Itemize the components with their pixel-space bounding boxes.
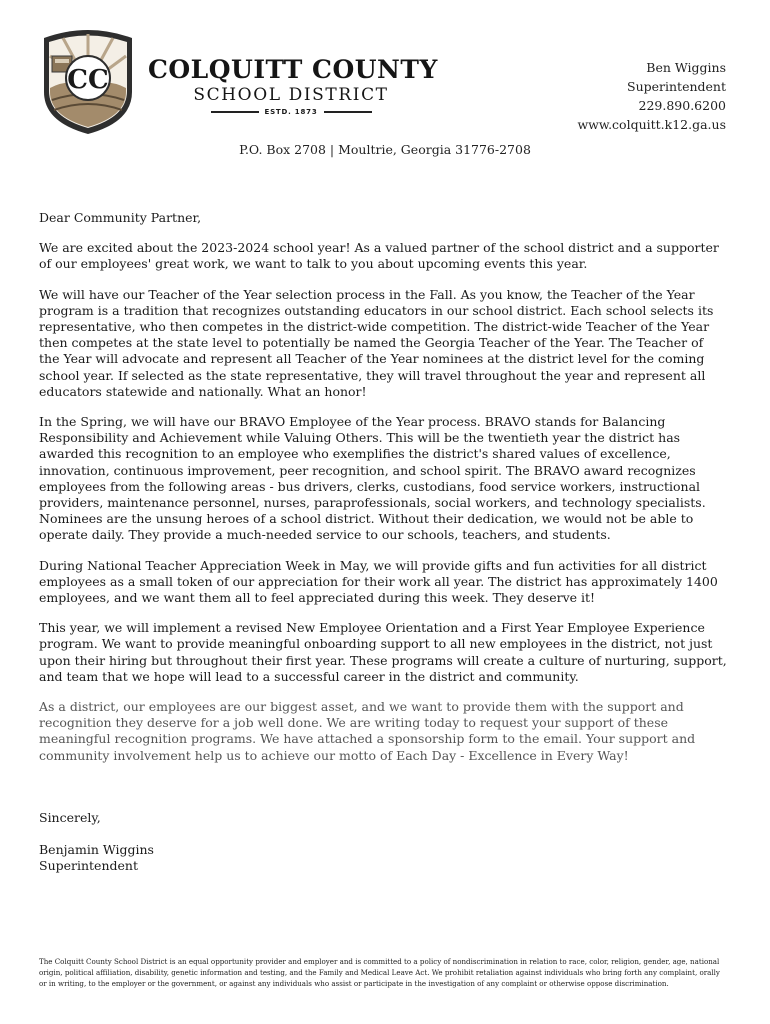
- salutation: Dear Community Partner,: [39, 210, 202, 225]
- closing-phrase: Sincerely,: [39, 810, 101, 825]
- paragraph: In the Spring, we will have our BRAVO Employee of the Year process. BRAVO stands for Balancing Responsibility and Achievement while Valuing Others. This will be the twentieth year the district has awarded this recognition to an employee who exemplifies the district's shared values of excellence, innovation, continuous improvement, peer recognition, and school spirit. The BRAVO award recognizes employees from the following areas - bus drivers, clerks, custodians, food service workers, instructional providers, maintenance personnel, nurses, paraprofessionals, social workers, and technology specialists. Nominees are the unsung heroes of a school district. Without their dedication, we would not be able to operate daily. They provide a much-needed service to our schools, teachers, and students.: [39, 414, 706, 543]
- divider-line: [211, 111, 259, 113]
- district-brand: [148, 56, 448, 116]
- paragraph: During National Teacher Appreciation Week in May, we will provide gifts and fun activities for all district employees as a small token of our appreciation for their work all year. The district has approximately 1400 employees, and we want them all to feel appreciated during this week. They deserve it!: [39, 557, 718, 606]
- signer-title: Superintendent: [39, 858, 138, 874]
- letter-body: [39, 210, 727, 778]
- contact-website[interactable]: www.colquitt.k12.ga.us: [577, 117, 726, 132]
- paragraph: This year, we will implement a revised New Employee Orientation and a First Year Employee Experience program. We want to provide meaningful onboarding support to all new employees in the district, not just upon their hiring but throughout their first year. These programs will create a culture of nurturing, support, and team that we hope will lead to a successful career in the district and community.: [39, 620, 727, 684]
- org-name: COLQUITT COUNTY: [148, 55, 438, 84]
- established-row: [166, 108, 416, 116]
- mailing-address: P.O. Box 2708 | Moultrie, Georgia 31776-2708: [239, 142, 531, 157]
- paragraph: We will have our Teacher of the Year selection process in the Fall. As you know, the Teacher of the Year program is a tradition that recognizes outstanding educators in our school district. Each school selects its representative, who then competes in the district-wide competition. The district-wide Teacher of the Year then competes at the state level to potentially be named the Georgia Teacher of the Year. The Teacher of the Year will advocate and represent all Teacher of the Year nominees at the district level for the coming school year. If selected as the state representative, they will travel throughout the year and represent all educators statewide and nationally. What an honor!: [39, 286, 714, 399]
- paragraph: We are excited about the 2023-2024 school year! As a valued partner of the school district and a supporter of our employees' great work, we want to talk to you about upcoming events this year.: [39, 240, 719, 272]
- established-year: ESTD. 1873: [264, 108, 318, 116]
- letter-closing: [39, 810, 154, 875]
- district-shield-logo: [38, 26, 138, 136]
- contact-name: Ben Wiggins: [646, 60, 726, 75]
- contact-phone: 229.890.6200: [638, 98, 726, 113]
- divider-line: [324, 111, 372, 113]
- nondiscrimination-footer: The Colquitt County School District is an equal opportunity provider and employer and is committed to a policy of nondiscrimination in relation to race, color, religion, gender, age, national origin, political affiliation, disability, genetic information and testing, and the Family and Medical Leave Act. We prohibit retaliation against individuals who bring forth any complaint, orally or in writing, to the employer or the government, or against any individuals who assist or participate in the investigation of any complaint or otherwise oppose discrimination.: [39, 957, 720, 988]
- paragraph: As a district, our employees are our biggest asset, and we want to provide them with the support and recognition they deserve for a job well done. We are writing today to request your support of these meaningful recognition programs. We have attached a sponsorship form to the email. Your support and community involvement help us to achieve our motto of Each Day - Excellence in Every Way!: [39, 699, 696, 763]
- signer-name: Benjamin Wiggins: [39, 842, 154, 858]
- contact-title: Superintendent: [627, 79, 726, 94]
- logo-monogram: CC: [67, 65, 109, 95]
- contact-block: [577, 58, 726, 134]
- org-subtitle: SCHOOL DISTRICT: [193, 85, 389, 105]
